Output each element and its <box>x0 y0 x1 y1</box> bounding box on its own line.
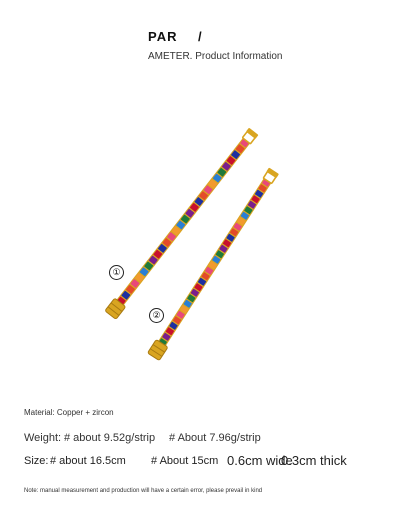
thickness-text: 0.3cm thick <box>281 453 347 468</box>
title-left: PAR <box>148 29 178 44</box>
size-1: # about 16.5cm <box>50 455 126 467</box>
material-text: Material: Copper + zircon <box>24 408 114 417</box>
marker-1: ① <box>109 265 124 280</box>
weight-label: Weight: <box>24 432 62 444</box>
note-text: Note: manual measurement and production will have a certain error, please prevail in kind <box>24 488 263 494</box>
product-photo <box>0 110 416 370</box>
width-text: 0.6cm wide <box>227 453 293 468</box>
bracelet-2 <box>148 167 280 361</box>
size-2: # About 15cm <box>151 455 219 467</box>
weight-2: # About 7.96g/strip <box>169 432 261 444</box>
title-slash: / <box>198 29 202 44</box>
subtitle: AMETER. Product Information <box>148 51 283 62</box>
marker-2: ② <box>149 308 164 323</box>
weight-1: # about 9.52g/strip <box>64 432 156 444</box>
size-label: Size: <box>24 455 49 467</box>
